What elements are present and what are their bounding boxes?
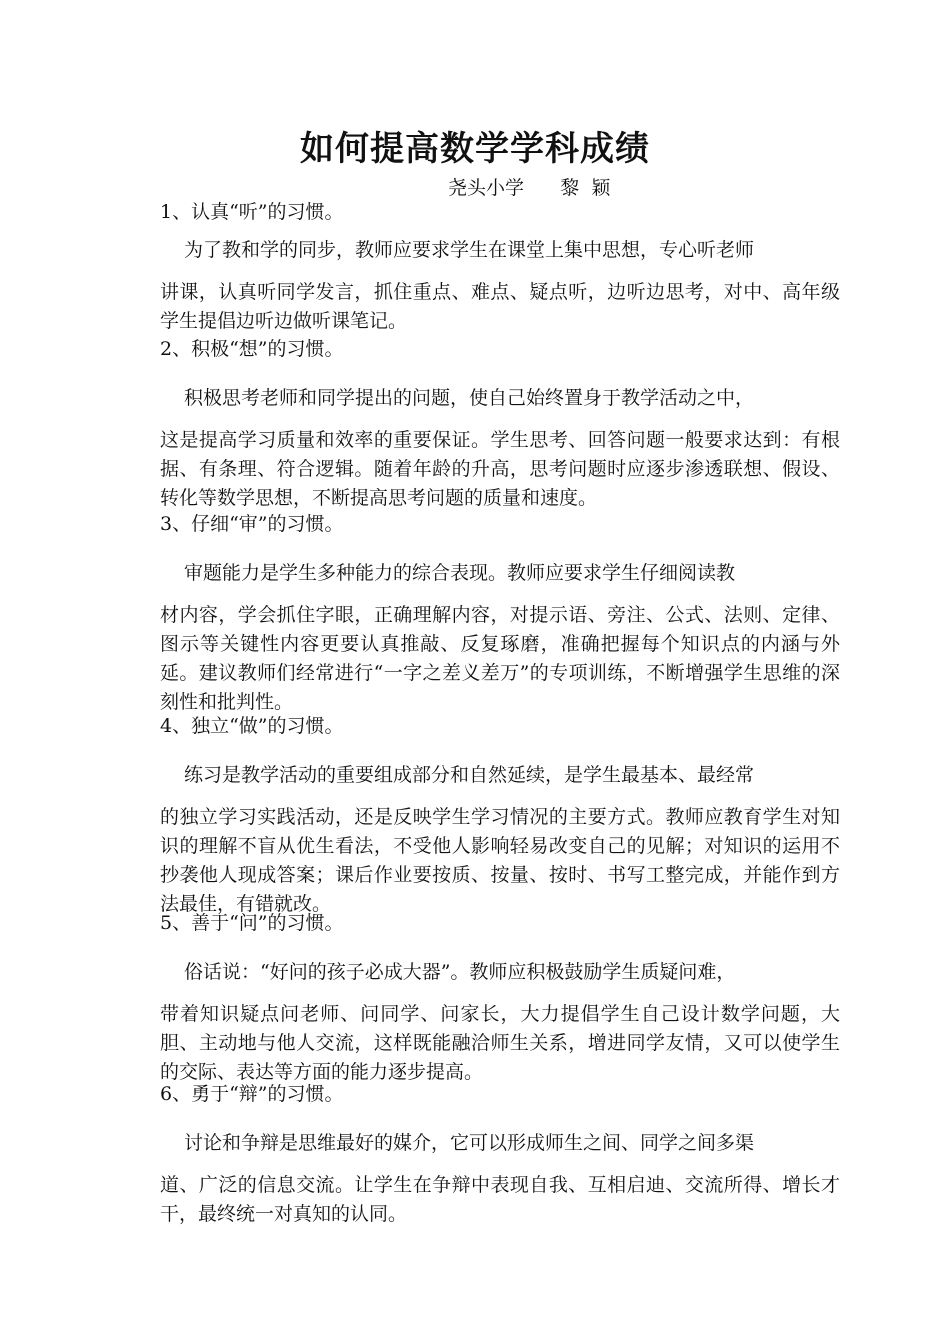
- section-heading-debate: 6、勇于“辩”的习惯。: [160, 1083, 344, 1105]
- section-heading-listen: 1、认真“听”的习惯。: [160, 201, 344, 223]
- section-body-rest: 材内容，学会抓住字眼，正确理解内容，对提示语、旁注、公式、法则、定律、图示等关键性内容更要认真推敲、反复琢磨，准确把握每个知识点的内涵与外延。建议教师们经常进行“一字之差义差万”的专项训练，不断增强学生思维的深刻性和批判性。: [160, 604, 840, 713]
- section-body-think: [160, 376, 840, 513]
- author-line: 尧头小学 黎 颖: [448, 177, 611, 199]
- section-body-rest: 讲课，认真听同学发言，抓住重点、难点、疑点听，边听边思考，对中、高年级学生提倡边听边做听课笔记。: [160, 281, 840, 332]
- section-body-rest: 的独立学习实践活动，还是反映学生学习情况的主要方式。教师应教育学生对知识的理解不盲从优生看法，不受他人影响轻易改变自己的见解；对知识的运用不抄袭他人现成答案；课后作业要按质、按量、按时、书写工整完成，并能作到方法最佳，有错就改。: [160, 806, 840, 915]
- section-body-ask: [160, 950, 840, 1087]
- section-body-do: [160, 753, 840, 919]
- section-heading-examine: 3、仔细“审”的习惯。: [160, 513, 344, 535]
- section-body-rest: 这是提高学习质量和效率的重要保证。学生思考、回答问题一般要求达到：有根据、有条理、符合逻辑。随着年龄的升高，思考问题时应逐步渗透联想、假设、转化等数学思想，不断提高思考问题的质量和速度。: [160, 429, 840, 509]
- document-title: 如何提高数学学科成绩: [300, 129, 650, 169]
- section-body-rest: 道、广泛的信息交流。让学生在争辩中表现自我、互相启迪、交流所得、增长才干，最终统一对真知的认同。: [160, 1174, 840, 1225]
- section-heading-think: 2、积极“想”的习惯。: [160, 338, 344, 360]
- section-body-first-line: 审题能力是学生多种能力的综合表现。教师应要求学生仔细阅读教: [184, 562, 736, 584]
- section-body-rest: 带着知识疑点问老师、问同学、问家长，大力提倡学生自己设计数学问题，大胆、主动地与他人交流，这样既能融洽师生关系，增进同学友情，又可以使学生的交际、表达等方面的能力逐步提高。: [160, 1003, 840, 1083]
- section-body-first-line: 练习是教学活动的重要组成部分和自然延续，是学生最基本、最经常: [184, 764, 755, 786]
- section-heading-do: 4、独立“做”的习惯。: [160, 715, 344, 737]
- section-body-listen: [160, 228, 840, 336]
- section-body-first-line: 俗话说：“好问的孩子必成大器”。教师应积极鼓励学生质疑问难，: [184, 961, 736, 983]
- section-body-debate: [160, 1121, 840, 1229]
- section-body-first-line: 讨论和争辩是思维最好的媒介，它可以形成师生之间、同学之间多渠: [184, 1132, 755, 1154]
- section-body-examine: [160, 551, 840, 717]
- section-body-first-line: 为了教和学的同步，教师应要求学生在课堂上集中思想，专心听老师: [184, 239, 755, 261]
- section-body-first-line: 积极思考老师和同学提出的问题，使自己始终置身于教学活动之中，: [184, 387, 755, 409]
- section-heading-ask: 5、善于“问”的习惯。: [160, 912, 344, 934]
